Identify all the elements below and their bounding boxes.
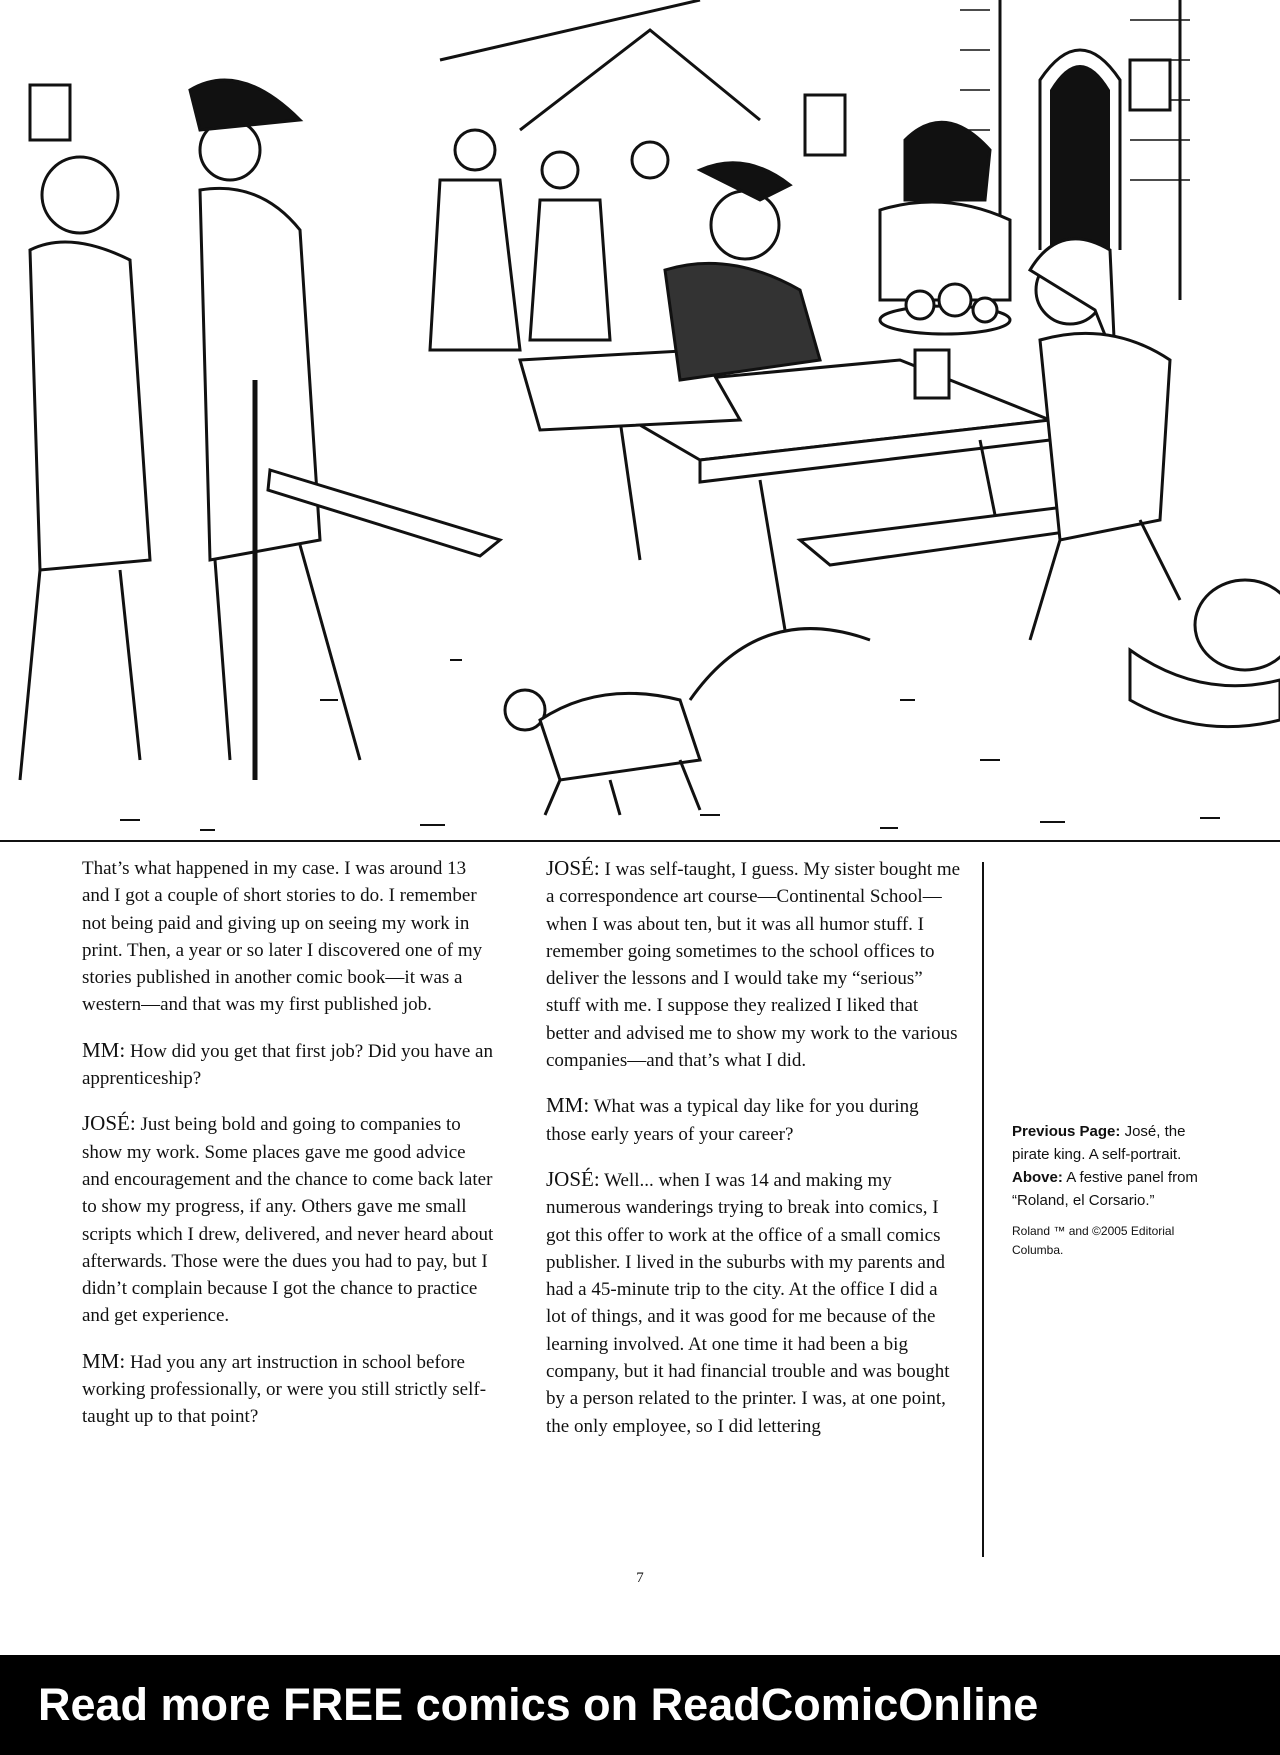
speaker-label: MM:	[546, 1093, 590, 1118]
comic-illustration	[0, 0, 1280, 842]
paragraph: JOSÉ: Just being bold and going to companies to show my work. Some places gave me good advice and encouragement and the chance to come back later to show my progress, if any. Others gave me small scripts which I drew, delivered, and never heard about afterwards. Those were the dues you had to pay, but I didn’t complain because I got the chance to practice and get experience.	[82, 1111, 494, 1327]
column-divider	[982, 862, 984, 1557]
paragraph: MM: Had you any art instruction in school before working professionally, or were you still strictly self-taught up to that point?	[82, 1348, 487, 1428]
paragraph: MM: How did you get that first job? Did you have an apprenticeship?	[82, 1037, 493, 1090]
speaker-label: JOSÉ:	[546, 856, 600, 880]
speaker-label: JOSÉ:	[82, 1111, 136, 1136]
paragraph: MM: What was a typical day like for you during those early years of your career?	[546, 1093, 919, 1145]
caption-previous-page: Previous Page: José, the pirate king. A self-portrait.	[1012, 1123, 1186, 1163]
caption-above: Above: A festive panel from “Roland, el Corsario.”	[1012, 1169, 1198, 1209]
paragraph: That’s what happened in my case. I was around 13 and I got a couple of short stories to do. I remember not being paid and giving up on seeing my work in print. Then, a year or so later I discovered one of my stories published in another comic book—it was a western—and that was my first published job.	[82, 858, 483, 1016]
speaker-label: MM:	[82, 1037, 126, 1062]
image-caption	[1012, 1120, 1212, 1260]
copyright-credit: Roland ™ and ©2005 Editorial Columba.	[1012, 1224, 1175, 1257]
article-column-2	[546, 855, 961, 1458]
paragraph: JOSÉ: I was self-taught, I guess. My sister bought me a correspondence art course—Continental School—when I was about ten, but it was all humor stuff. I remember going sometimes to the school offices to deliver the lessons and I would take my “serious” stuff with me. I suppose they realized I liked that better and advised me to show my work to the various companies—and that’s what I did.	[546, 856, 961, 1072]
speaker-label: JOSÉ:	[546, 1166, 600, 1191]
tavern-scene-drawing	[0, 0, 1280, 840]
page-number: 7	[636, 1570, 644, 1586]
speaker-label: MM:	[82, 1348, 126, 1373]
paragraph: JOSÉ: Well... when I was 14 and making my numerous wanderings trying to break into comics, I got this offer to work at the office of a small comics publisher. I lived in the suburbs with my parents and had a 45-minute trip to the city. At the office I did a lot of things, and it was good for me because of the learning involved. At one time it had been a big company, but it had financial trouble and was bought by a person related to the printer. I was, at one point, the only employee, so I did lettering	[546, 1166, 950, 1437]
promo-banner[interactable]: Read more FREE comics on ReadComicOnline	[0, 1655, 1280, 1755]
article-column-1	[82, 855, 497, 1449]
